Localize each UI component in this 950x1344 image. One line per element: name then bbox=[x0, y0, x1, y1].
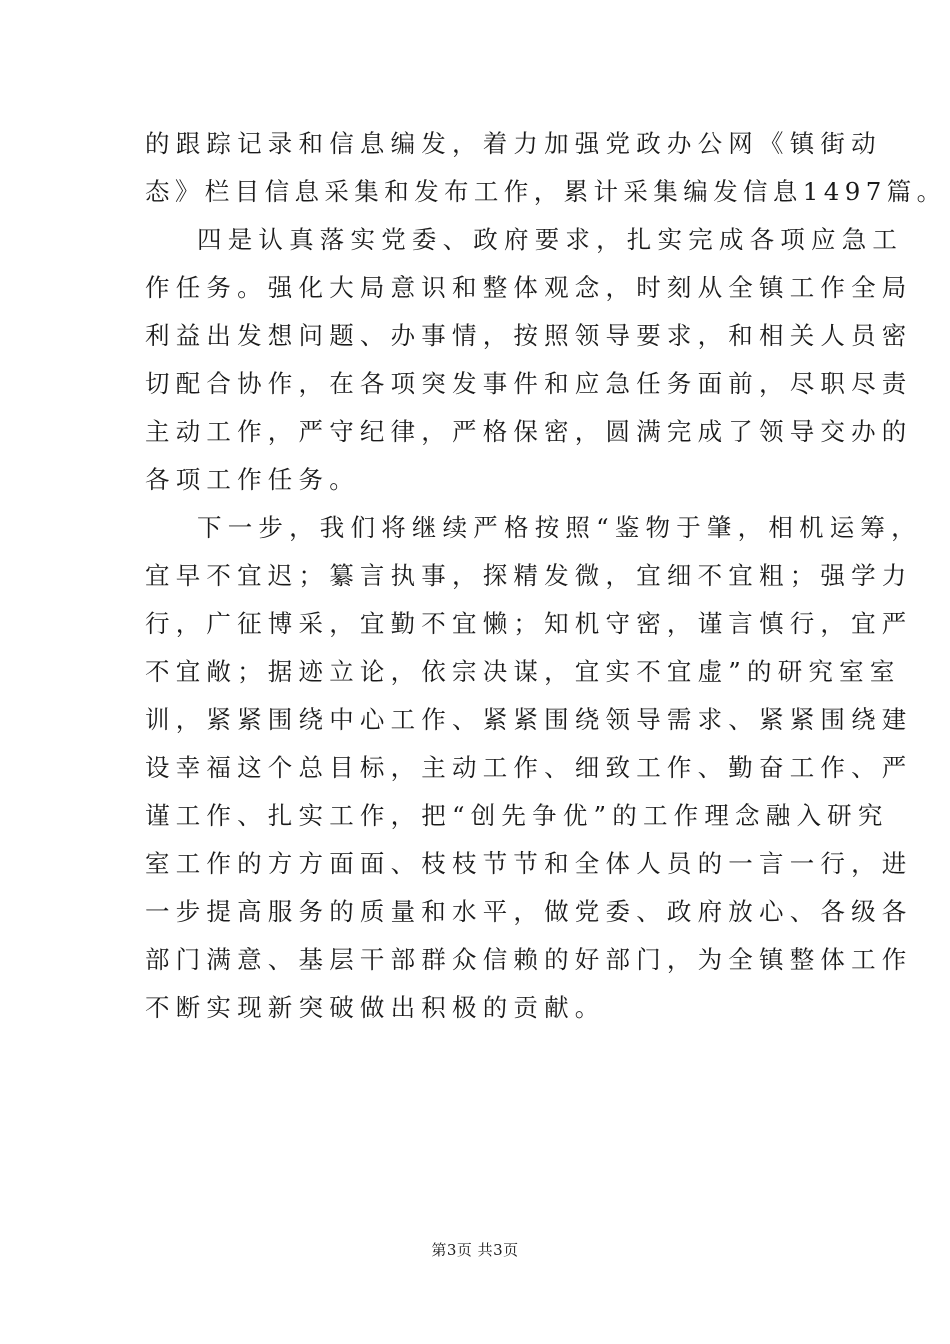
text-line: 的跟踪记录和信息编发，着力加强党政办公网《镇街动 bbox=[145, 129, 882, 158]
document-body bbox=[145, 120, 947, 1032]
text-line: 训，紧紧围绕中心工作、紧紧围绕领导需求、紧紧围绕建 bbox=[145, 705, 913, 734]
text-line: 态》栏目信息采集和发布工作，累计采集编发信息1497篇。 bbox=[145, 177, 947, 206]
text-line: 不断实现新突破做出积极的贡献。 bbox=[145, 993, 606, 1022]
text-line: 利益出发想问题、办事情，按照领导要求，和相关人员密 bbox=[145, 321, 913, 350]
paragraph-first-line: 下一步，我们将继续严格按照“鉴物于肇，相机运筹， bbox=[197, 513, 922, 542]
text-line: 宜早不宜迟；纂言执事，探精发微，宜细不宜粗；强学力 bbox=[145, 561, 913, 590]
text-line: 谨工作、扎实工作，把“创先争优”的工作理念融入研究 bbox=[145, 801, 889, 830]
text-line: 不宜敞；据迹立论，依宗决谋，宜实不宜虚”的研究室室 bbox=[145, 657, 901, 686]
text-line: 切配合协作，在各项突发事件和应急任务面前，尽职尽责 bbox=[145, 369, 913, 398]
text-line: 室工作的方方面面、枝枝节节和全体人员的一言一行，进 bbox=[145, 849, 913, 878]
text-line: 作任务。强化大局意识和整体观念，时刻从全镇工作全局 bbox=[145, 273, 913, 302]
page-number-footer: 第3页 共3页 bbox=[431, 1241, 519, 1259]
text-line: 行，广征博采，宜勤不宜懒；知机守密，谨言慎行，宜严 bbox=[145, 609, 913, 638]
paragraph-first-line: 四是认真落实党委、政府要求，扎实完成各项应急工 bbox=[197, 225, 904, 254]
text-line: 各项工作任务。 bbox=[145, 465, 360, 494]
text-line: 设幸福这个总目标，主动工作、细致工作、勤奋工作、严 bbox=[145, 753, 913, 782]
text-line: 主动工作，严守纪律，严格保密，圆满完成了领导交办的 bbox=[145, 417, 913, 446]
text-line: 部门满意、基层干部群众信赖的好部门，为全镇整体工作 bbox=[145, 945, 913, 974]
text-line: 一步提高服务的质量和水平，做党委、政府放心、各级各 bbox=[145, 897, 913, 926]
